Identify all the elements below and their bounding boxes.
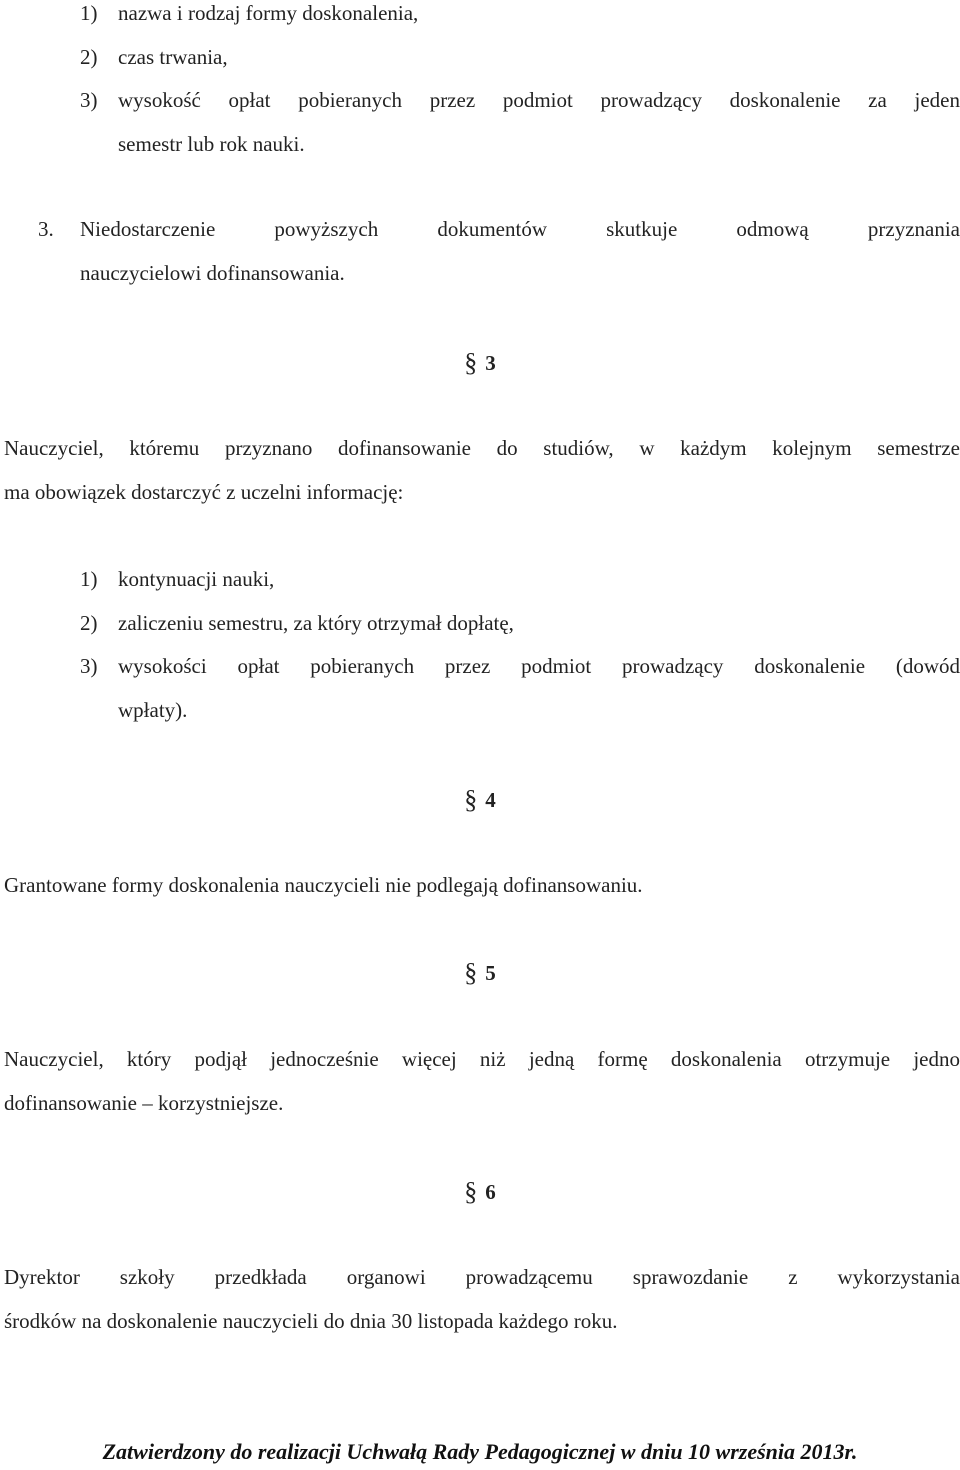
list-item [80, 602, 960, 646]
list-item [80, 36, 960, 80]
list-item [80, 558, 960, 602]
section-3-text [4, 427, 960, 514]
section-sign: § [464, 348, 478, 377]
list-number: 3) [80, 654, 98, 678]
section-number: 4 [485, 788, 496, 812]
paragraph-line: Nauczyciel, któremu przyznano dofinansowanie do studiów, w każdym kolejnym semestrze [4, 436, 960, 460]
section-heading-6 [0, 1177, 960, 1207]
section-number: 3 [485, 351, 496, 375]
list-item [80, 0, 960, 36]
section-heading-3 [0, 348, 960, 378]
point-text-line: nauczycielowi dofinansowania. [80, 260, 345, 285]
list-number: 1) [80, 567, 98, 591]
list-number: 3) [80, 88, 98, 112]
section-sign: § [464, 958, 478, 987]
list-text: czas trwania, [118, 44, 228, 69]
section-heading-5 [0, 958, 960, 988]
point-text-line: Niedostarczenie powyższych dokumentów skutkuje odmową przyznania [80, 217, 960, 241]
paragraph-line: Dyrektor szkoły przedkłada organowi prowadzącemu sprawozdanie z wykorzystania [4, 1265, 960, 1289]
list-text-line: wpłaty). [118, 697, 188, 722]
section-4-text [4, 864, 960, 908]
list-text: kontynuacji nauki, [118, 567, 275, 591]
top-list [80, 0, 960, 166]
list-item [80, 79, 960, 166]
point-number: 3. [38, 217, 54, 241]
point-3 [38, 208, 960, 295]
point-text [80, 208, 960, 295]
paragraph-line: Nauczyciel, który podjął jednocześnie więcej niż jedną formę doskonalenia otrzymuje jedno [4, 1047, 960, 1071]
list-text-line: wysokości opłat pobieranych przez podmiot prowadzący doskonalenie (dowód [118, 654, 960, 678]
approval-footer: Zatwierdzony do realizacji Uchwałą Rady Pedagogicznej w dniu 10 września 2013r. [102, 1439, 858, 1464]
paragraph-line: dofinansowanie – korzystniejsze. [4, 1090, 284, 1115]
paragraph-line: Grantowane formy doskonalenia nauczycieli nie podlegają dofinansowaniu. [4, 873, 643, 897]
list-text-line: semestr lub rok nauki. [118, 131, 305, 156]
section-sign: § [464, 785, 478, 814]
section-5-text [4, 1038, 960, 1125]
list-text: nazwa i rodzaj formy doskonalenia, [118, 1, 419, 25]
list-number: 2) [80, 44, 98, 69]
section-6-text [4, 1256, 960, 1343]
paragraph-line: środków na doskonalenie nauczycieli do dnia 30 listopada każdego roku. [4, 1308, 618, 1333]
section-number: 5 [485, 961, 496, 985]
list-text [118, 645, 960, 732]
list-number: 1) [80, 1, 98, 25]
list-text [118, 79, 960, 166]
list-item [80, 645, 960, 732]
paragraph-line: ma obowiązek dostarczyć z uczelni informację: [4, 479, 404, 504]
list-text: zaliczeniu semestru, za który otrzymał dopłatę, [118, 610, 514, 635]
section-sign: § [464, 1177, 478, 1206]
section-heading-4 [0, 785, 960, 815]
section-3-list [80, 558, 960, 732]
section-number: 6 [485, 1180, 496, 1204]
list-number: 2) [80, 610, 98, 635]
list-text-line: wysokość opłat pobieranych przez podmiot prowadzący doskonalenie za jeden [118, 88, 960, 112]
